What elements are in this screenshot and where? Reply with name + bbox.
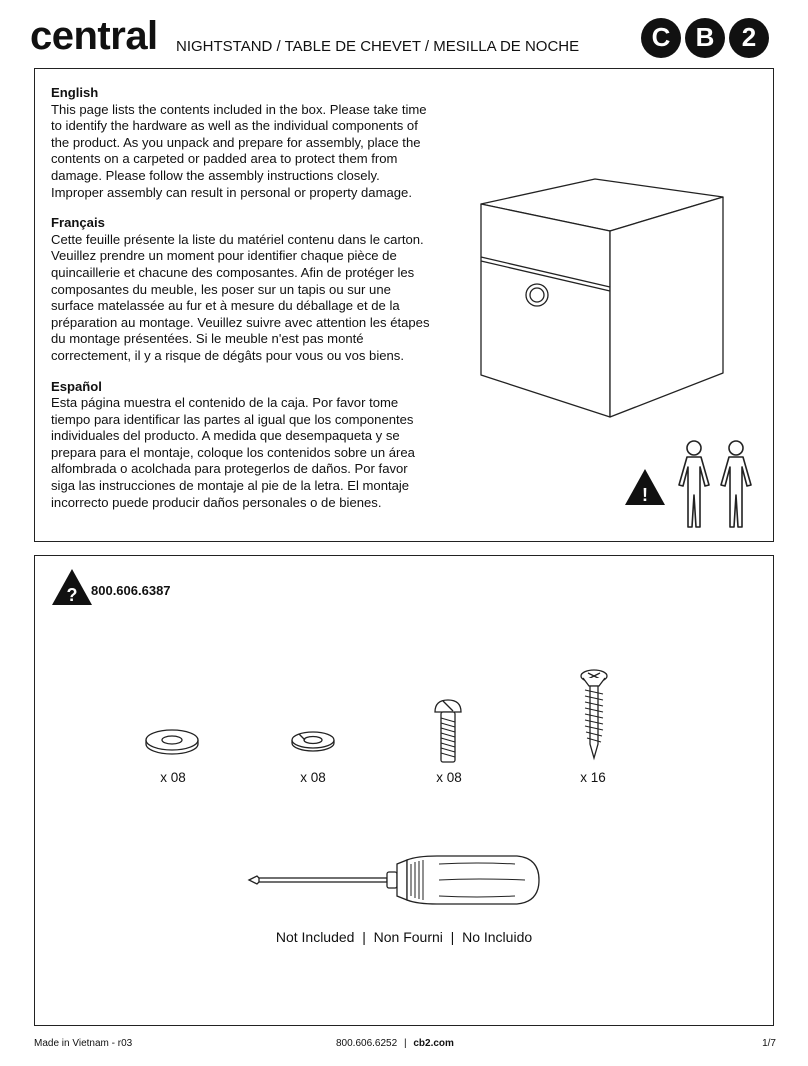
section-espanol bbox=[51, 379, 433, 512]
page-header bbox=[30, 14, 778, 60]
flat-washer-qty: x 08 bbox=[160, 770, 186, 785]
cb2-logo bbox=[640, 16, 772, 60]
two-person-assembly-icon bbox=[673, 439, 763, 531]
nightstand-illustration bbox=[475, 187, 735, 427]
section-body: Esta página muestra el contenido de la caja. Por favor tome tiempo para identificar las partes al igual que los componentes individuales del producto. A medida que desempaqueta y se prepara para el montaje, coloque los contenidos sobre un área alfombrada o acolchada para protegerlos de daños. Por favor siga las instrucciones de montaje al pie de la letra. El montaje incorrecto puede producir daños personales o de bienes. bbox=[51, 395, 415, 510]
wood-screw-icon bbox=[577, 668, 611, 760]
tool-not-included-note: Not Included | Non Fourni | No Incluido bbox=[275, 929, 533, 945]
section-title: Español bbox=[51, 378, 102, 394]
intro-text bbox=[51, 85, 433, 525]
svg-text:B: B bbox=[695, 22, 715, 52]
section-title: English bbox=[51, 85, 99, 100]
section-francais bbox=[51, 215, 433, 364]
screwdriver-icon bbox=[247, 852, 543, 916]
help-symbol: ? bbox=[66, 585, 78, 605]
section-body: This page lists the contents included in the box. Please take time to identify the hardware as well as the individual components of the product. As you unpack and prepare for assembly, place the contents on a carpeted or padded area to protect them from damage. Please follow the assembly instructions closely. Improper assembly can result in personal or property damage. bbox=[51, 101, 427, 200]
footer-contact bbox=[336, 1038, 454, 1049]
support-phone: 800.606.6387 bbox=[91, 583, 171, 598]
page-number: 1/7 bbox=[762, 1038, 776, 1049]
flat-washer-icon bbox=[143, 728, 203, 756]
product-subtitle: NIGHTSTAND / TABLE DE CHEVET / MESILLA DE NOCHE bbox=[176, 38, 580, 55]
footer-separator: | bbox=[403, 1038, 407, 1049]
spring-washer-icon bbox=[289, 730, 339, 754]
section-body: Cette feuille présente la liste du matériel contenu dans le carton. Veuillez prendre un moment pour identifier chaque pièce de quincaillerie et chacune des composantes. Afin de protéger les composantes du meuble, les poser sur un tapis ou sur une surface matelassée au fur et à mesure du déballage et de la préparation au montage. Veuillez suivre avec attention les étapes du montage présentées. Si le meuble n'est pas monté correctement, il y a risque de dégâts pour vous ou vos biens. bbox=[51, 231, 430, 363]
help-icon bbox=[51, 568, 93, 606]
footer-phone: 800.606.6252 bbox=[336, 1038, 398, 1049]
warning-symbol: ! bbox=[642, 485, 648, 505]
hardware-panel bbox=[34, 555, 774, 1026]
section-title: Français bbox=[51, 215, 105, 231]
warning-icon bbox=[623, 467, 667, 507]
svg-text:2: 2 bbox=[741, 22, 757, 52]
spring-washer-qty: x 08 bbox=[300, 770, 326, 785]
section-english bbox=[51, 85, 433, 201]
brand-name: central bbox=[30, 14, 158, 58]
intro-panel bbox=[34, 68, 774, 542]
svg-text:C: C bbox=[651, 22, 671, 52]
footer-origin: Made in Vietnam - r03 bbox=[34, 1038, 133, 1049]
bolt-qty: x 08 bbox=[436, 770, 462, 785]
bolt-icon bbox=[431, 698, 465, 766]
wood-screw-qty: x 16 bbox=[580, 770, 606, 785]
footer-url[interactable]: cb2.com bbox=[413, 1038, 454, 1049]
